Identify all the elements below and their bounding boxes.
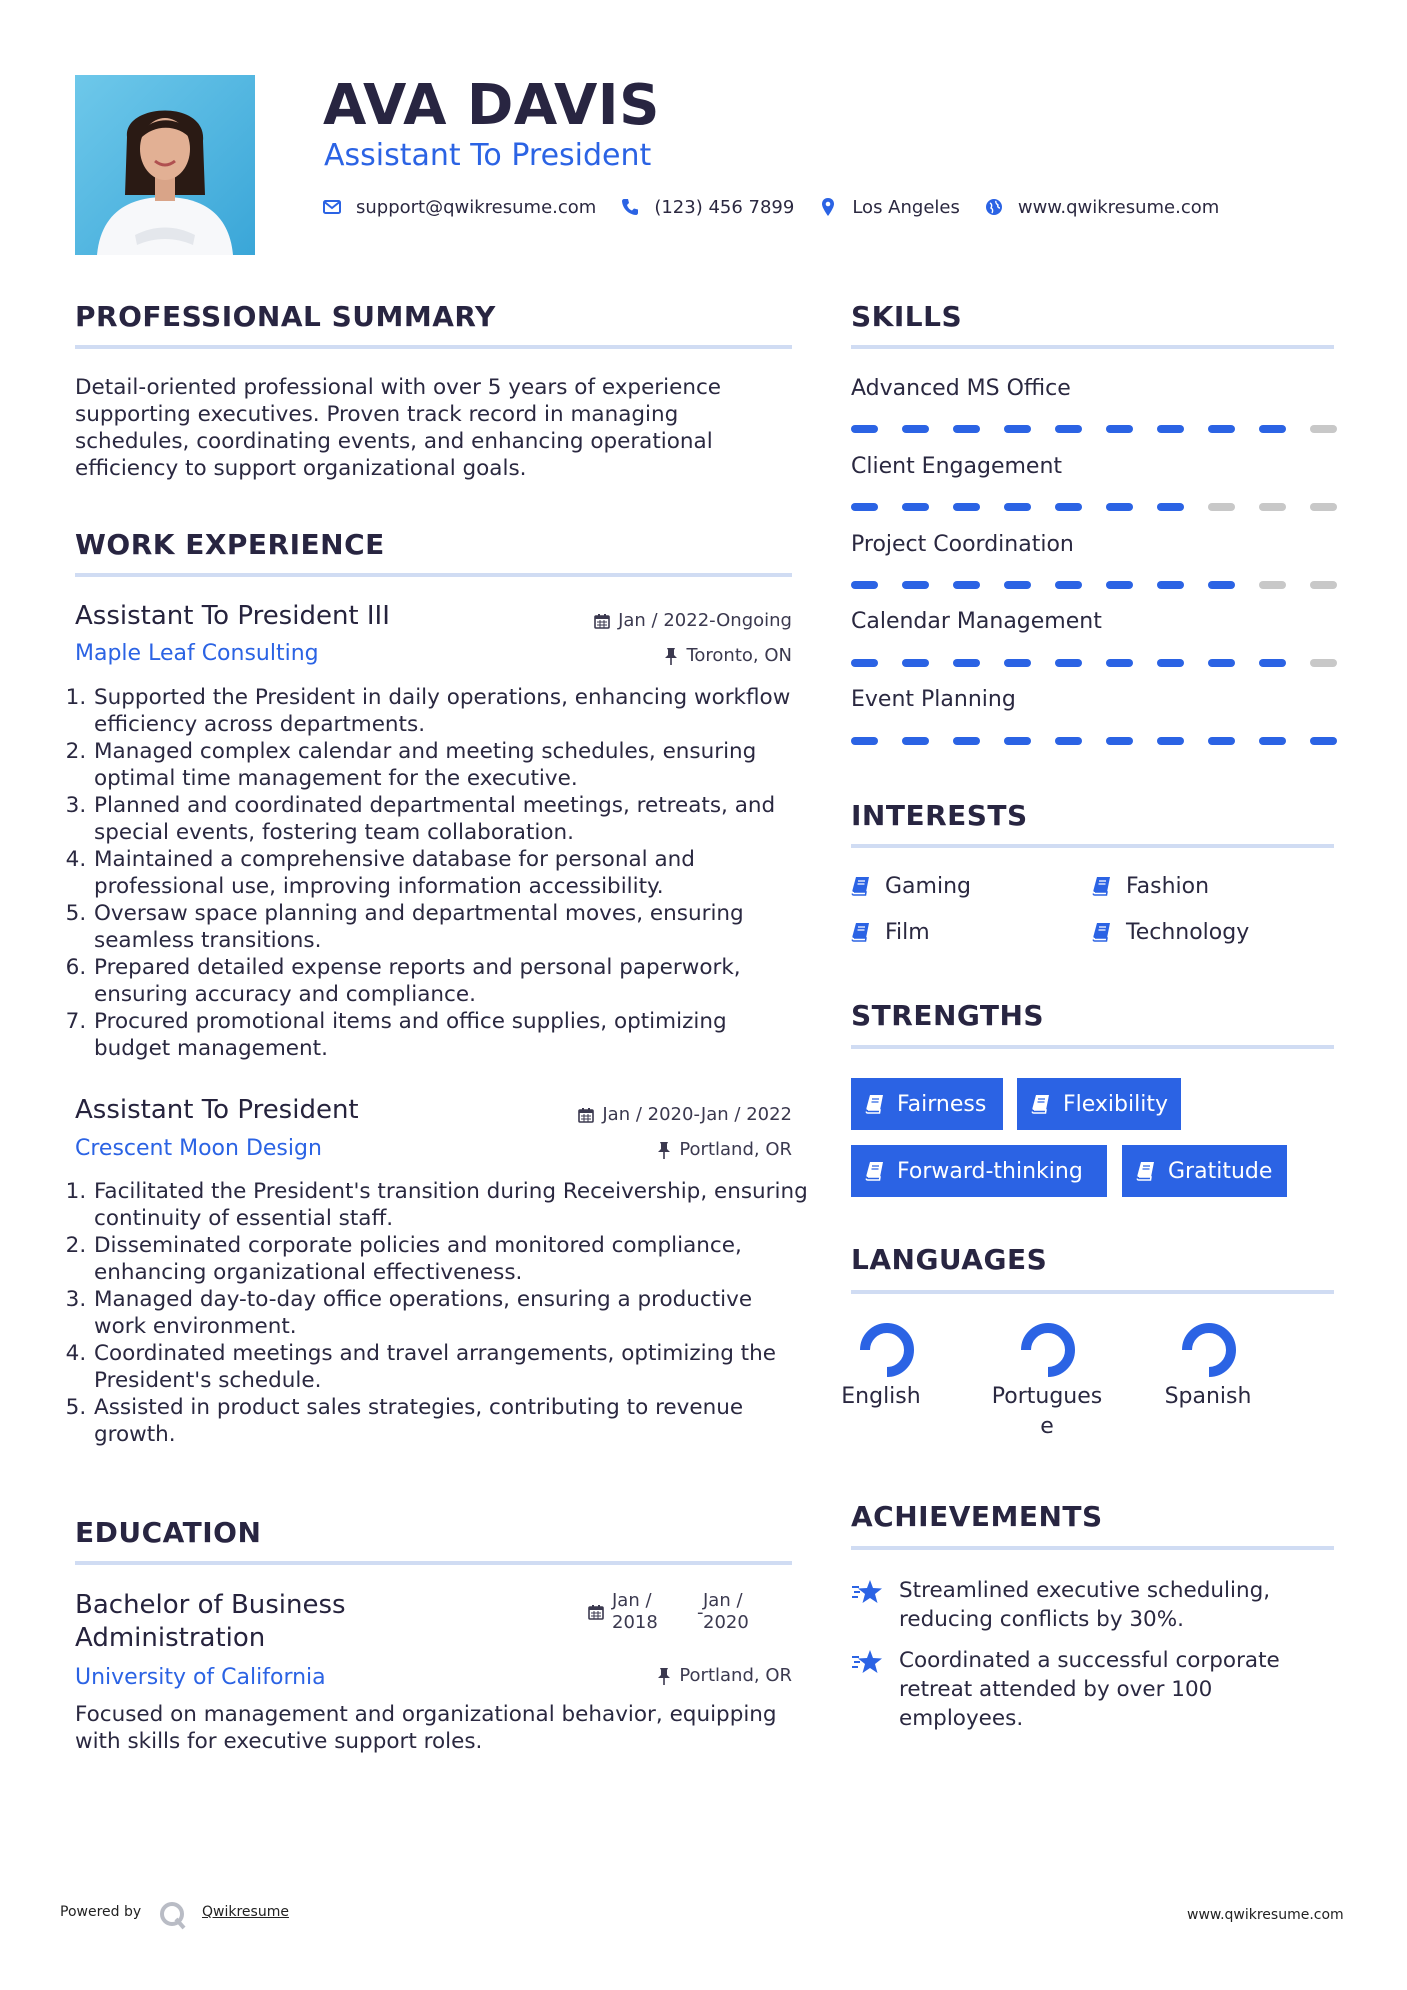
- skill-dot: [1208, 503, 1235, 511]
- skill-dot: [1157, 737, 1184, 745]
- education-dates: [588, 1590, 748, 1636]
- skill-dot: [902, 737, 929, 745]
- strength-label: Gratitude: [1168, 1158, 1273, 1184]
- globe-icon: [984, 197, 1004, 217]
- skill-dot: [1208, 737, 1235, 745]
- skill-dot: [1004, 425, 1031, 433]
- skill-dot: [851, 425, 878, 433]
- education-start-year: 2018: [612, 1612, 658, 1633]
- language-level-ring: [1018, 1320, 1078, 1380]
- job-dates-text: Jan / 2020-Jan / 2022: [602, 1104, 792, 1125]
- book-icon: [851, 922, 871, 942]
- skill-dot: [1310, 425, 1337, 433]
- strength-label: Forward-thinking: [897, 1158, 1083, 1184]
- skill-rating: [851, 659, 1337, 667]
- skill-dot: [902, 581, 929, 589]
- job-dates: [492, 1104, 792, 1126]
- list-item: 4. Coordinated meetings and travel arrangements, optimizing the President's schedule.: [93, 1340, 809, 1394]
- skill-dot: [1208, 659, 1235, 667]
- summary-divider: [75, 345, 792, 349]
- interest-item: [851, 871, 971, 901]
- education-start: [612, 1590, 658, 1634]
- pushpin-icon: [657, 1667, 671, 1685]
- skill-name: Client Engagement: [851, 454, 1063, 479]
- contact-phone[interactable]: (123) 456 7899: [654, 196, 795, 218]
- achievements-divider: [851, 1546, 1334, 1550]
- contact-location: Los Angeles: [852, 196, 960, 218]
- education-location: [492, 1665, 792, 1687]
- skill-dot: [902, 425, 929, 433]
- language-name-line: e: [1040, 1414, 1054, 1439]
- interest-item: [1092, 871, 1209, 901]
- language-name: [821, 1382, 941, 1412]
- languages-divider: [851, 1290, 1334, 1294]
- degree-title: [75, 1589, 346, 1655]
- education-end-month: Jan /: [703, 1590, 743, 1611]
- skill-rating: [851, 737, 1337, 745]
- book-icon: [851, 876, 871, 896]
- footer-website[interactable]: www.qwikresume.com: [1187, 1907, 1344, 1923]
- job-company[interactable]: Maple Leaf Consulting: [75, 641, 319, 666]
- skill-dot: [1106, 581, 1133, 589]
- skills-divider: [851, 345, 1334, 349]
- calendar-icon: [594, 613, 610, 629]
- skill-dot: [851, 503, 878, 511]
- skill-dot: [1004, 581, 1031, 589]
- skill-dot: [1310, 581, 1337, 589]
- job-bullets: [75, 1178, 809, 1448]
- skill-dot: [1106, 503, 1133, 511]
- job-dates-text: Jan / 2022-Ongoing: [618, 610, 792, 631]
- skill-dot: [1157, 503, 1184, 511]
- skill-dot: [1004, 503, 1031, 511]
- list-item: 5. Oversaw space planning and departmental moves, ensuring seamless transitions.: [93, 900, 809, 954]
- skill-dot: [1259, 659, 1286, 667]
- education-location-text: Portland, OR: [679, 1665, 792, 1686]
- skill-dot: [1004, 737, 1031, 745]
- interest-item: [851, 917, 930, 947]
- list-item: 3. Managed day-to-day office operations, ensuring a productive work environment.: [93, 1286, 809, 1340]
- language-item: [841, 1320, 971, 1412]
- strength-tag: [1122, 1145, 1287, 1197]
- interest-label: Film: [885, 919, 930, 945]
- skill-name: Event Planning: [851, 687, 1016, 712]
- job-location: [492, 1139, 792, 1161]
- language-name-line: English: [841, 1384, 921, 1409]
- qwikresume-logo-icon: [158, 1900, 188, 1930]
- interest-label: Gaming: [885, 873, 971, 899]
- job-title: Assistant To President III: [75, 601, 390, 631]
- interest-label: Fashion: [1126, 873, 1210, 899]
- skill-dot: [953, 581, 980, 589]
- achievement-item: [851, 1576, 1321, 1634]
- language-name: [1143, 1382, 1273, 1412]
- candidate-title: Assistant To President: [324, 138, 652, 173]
- contact-email[interactable]: support@qwikresume.com: [356, 196, 597, 218]
- skill-dot: [953, 659, 980, 667]
- language-item: [1164, 1320, 1293, 1412]
- education-start-month: Jan /: [612, 1590, 652, 1611]
- skill-dot: [1055, 425, 1082, 433]
- language-level-ring: [1179, 1320, 1239, 1380]
- interest-item: [1092, 917, 1249, 947]
- location-pin-icon: [818, 197, 838, 217]
- skill-dot: [1106, 425, 1133, 433]
- skill-dot: [1157, 581, 1184, 589]
- strength-tag: [851, 1145, 1107, 1197]
- qwikresume-link[interactable]: Qwikresume: [202, 1904, 289, 1920]
- school-name[interactable]: University of California: [75, 1665, 326, 1690]
- skill-dot: [1259, 737, 1286, 745]
- pushpin-icon: [664, 647, 678, 665]
- pushpin-icon: [657, 1141, 671, 1159]
- list-item: 1. Facilitated the President's transition during Receivership, ensuring continuity of essential staff.: [93, 1178, 809, 1232]
- work-heading: WORK EXPERIENCE: [75, 528, 385, 561]
- language-level-ring: [857, 1320, 917, 1380]
- skill-name: Calendar Management: [851, 609, 1102, 634]
- list-item: 4. Maintained a comprehensive database for personal and professional use, improving information accessibility.: [93, 846, 809, 900]
- list-item: 6. Prepared detailed expense reports and personal paperwork, ensuring accuracy and compliance.: [93, 954, 809, 1008]
- skill-dot: [1157, 659, 1184, 667]
- language-level-arc: [865, 1328, 909, 1372]
- education-heading: EDUCATION: [75, 1516, 262, 1549]
- skill-dot: [953, 425, 980, 433]
- language-name-line: Spanish: [1164, 1384, 1252, 1409]
- book-icon: [865, 1161, 885, 1181]
- achievement-item: [851, 1646, 1321, 1733]
- skill-name: Project Coordination: [851, 532, 1074, 557]
- job-company[interactable]: Crescent Moon Design: [75, 1136, 322, 1161]
- book-icon: [1092, 876, 1112, 896]
- skill-rating: [851, 503, 1337, 511]
- skill-dot: [1055, 503, 1082, 511]
- education-divider: [75, 1561, 792, 1565]
- job-location-text: Portland, OR: [679, 1139, 792, 1160]
- education-date-dash: -: [697, 1602, 704, 1623]
- list-item: 3. Planned and coordinated departmental meetings, retreats, and special events, fostering team collaboration.: [93, 792, 809, 846]
- contact-website[interactable]: www.qwikresume.com: [1017, 196, 1220, 218]
- interests-heading: INTERESTS: [851, 799, 1028, 832]
- strength-tag: [1017, 1078, 1181, 1130]
- skill-dot: [1310, 737, 1337, 745]
- skills-heading: SKILLS: [851, 300, 963, 333]
- skill-dot: [1310, 503, 1337, 511]
- envelope-icon: [322, 197, 342, 217]
- education-end: [703, 1590, 749, 1634]
- strength-label: Flexibility: [1063, 1091, 1168, 1117]
- skill-dot: [1055, 659, 1082, 667]
- skill-dot: [851, 659, 878, 667]
- skill-dot: [1259, 425, 1286, 433]
- book-icon: [1092, 922, 1112, 942]
- skill-rating: [851, 425, 1337, 433]
- skill-dot: [1259, 503, 1286, 511]
- skill-name: Advanced MS Office: [851, 376, 1071, 401]
- skill-dot: [1208, 581, 1235, 589]
- language-item: [991, 1320, 1132, 1442]
- book-icon: [1136, 1161, 1156, 1181]
- summary-heading: PROFESSIONAL SUMMARY: [75, 300, 496, 333]
- achievement-text: Coordinated a successful corporate retreat attended by over 100 employees.: [899, 1648, 1280, 1731]
- language-name: [982, 1382, 1112, 1442]
- languages-heading: LANGUAGES: [851, 1243, 1048, 1276]
- book-icon: [1031, 1094, 1051, 1114]
- star-icon: [851, 1648, 883, 1676]
- skill-dot: [1055, 737, 1082, 745]
- work-divider: [75, 573, 792, 577]
- list-item: 5. Assisted in product sales strategies, contributing to revenue growth.: [93, 1394, 809, 1448]
- skill-dot: [1106, 737, 1133, 745]
- job-location: [492, 645, 792, 667]
- strength-label: Fairness: [897, 1091, 987, 1117]
- degree-line: Bachelor of Business: [75, 1590, 346, 1620]
- skill-dot: [953, 503, 980, 511]
- education-text: Focused on management and organizational behavior, equipping with skills for executive support roles.: [75, 1702, 777, 1754]
- list-item: 1. Supported the President in daily operations, enhancing workflow efficiency across departments.: [93, 684, 809, 738]
- list-item: 2. Managed complex calendar and meeting schedules, ensuring optimal time management for the executive.: [93, 738, 809, 792]
- list-item: 2. Disseminated corporate policies and monitored compliance, enhancing organizational effectiveness.: [93, 1232, 809, 1286]
- job-location-text: Toronto, ON: [686, 645, 792, 666]
- book-icon: [865, 1094, 885, 1114]
- job-bullets: [75, 684, 809, 1062]
- education-end-year: 2020: [703, 1612, 749, 1633]
- calendar-icon: [578, 1107, 594, 1123]
- interests-divider: [851, 844, 1334, 848]
- candidate-name: AVA DAVIS: [323, 73, 660, 138]
- skill-dot: [1157, 425, 1184, 433]
- list-item: 7. Procured promotional items and office supplies, optimizing budget management.: [93, 1008, 809, 1062]
- achievement-text: Streamlined executive scheduling, reducing conflicts by 30%.: [899, 1578, 1271, 1632]
- profile-photo: [75, 75, 255, 255]
- job-dates: [492, 610, 792, 632]
- skill-dot: [1208, 425, 1235, 433]
- skill-dot: [953, 737, 980, 745]
- skill-dot: [902, 659, 929, 667]
- language-name-line: Portugues: [991, 1384, 1103, 1409]
- person-portrait-icon: [75, 75, 255, 255]
- skill-dot: [1106, 659, 1133, 667]
- language-level-arc: [1187, 1328, 1231, 1372]
- strengths-divider: [851, 1045, 1334, 1049]
- skill-dot: [1259, 581, 1286, 589]
- strengths-heading: STRENGTHS: [851, 999, 1045, 1032]
- skill-dot: [1055, 581, 1082, 589]
- skill-dot: [851, 737, 878, 745]
- phone-icon: [620, 197, 640, 217]
- skill-dot: [851, 581, 878, 589]
- language-level-arc: [1026, 1328, 1070, 1372]
- skill-dot: [1004, 659, 1031, 667]
- skill-dot: [1310, 659, 1337, 667]
- achievements-heading: ACHIEVEMENTS: [851, 1500, 1103, 1533]
- skill-rating: [851, 581, 1337, 589]
- calendar-icon: [588, 1604, 604, 1620]
- contact-bar: [322, 192, 1243, 222]
- degree-line: Administration: [75, 1623, 266, 1653]
- skill-dot: [902, 503, 929, 511]
- job-title: Assistant To President: [75, 1095, 359, 1125]
- summary-text: Detail-oriented professional with over 5 years of experience supporting executives. Proven track record in managing schedules, coordinating events, and enhancing operational efficiency to support organizational goals.: [75, 375, 722, 481]
- interest-label: Technology: [1126, 919, 1250, 945]
- powered-by-label: Powered by: [60, 1904, 142, 1920]
- strength-tag: [851, 1078, 1003, 1130]
- star-icon: [851, 1578, 883, 1606]
